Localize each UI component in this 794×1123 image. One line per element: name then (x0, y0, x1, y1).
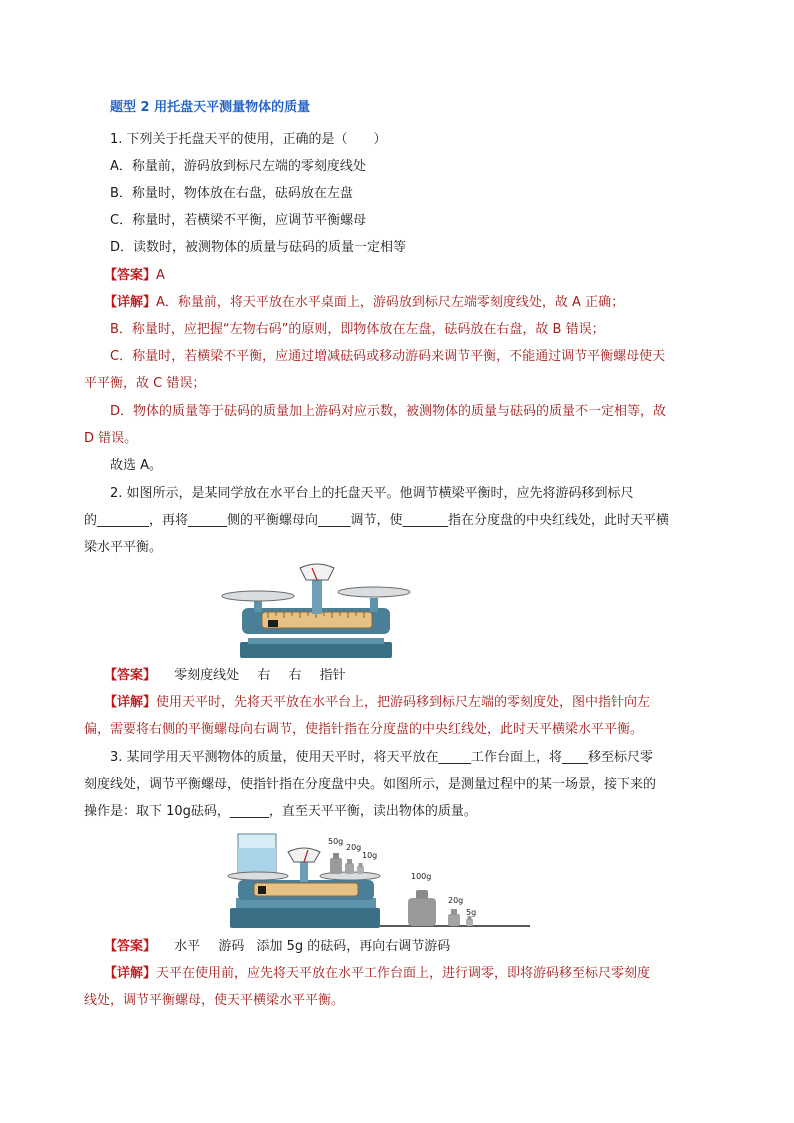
q2-answer-3: 右 (288, 668, 302, 683)
q3-detail-tag: 【详解】 (104, 966, 157, 981)
q1-detail-4a: D．物体的质量等于砝码的质量加上游码对应示数，被测物体的质量与砝码的质量不一定相等，故 (110, 404, 667, 419)
q3-answer-2: 游码 (218, 939, 245, 954)
table-weight-100g: 100g (411, 872, 432, 881)
q1-answer: A (156, 268, 165, 283)
q2-answer-4: 指针 (319, 668, 346, 683)
q1-detail-tag: 【详解】 (104, 295, 157, 310)
q1-option-b: B．称量时，物体放在右盘，砝码放在左盘 (110, 186, 353, 201)
q1-detail-3b: 平平衡，故 C 错误； (84, 376, 206, 391)
q1-option-a: A．称量前，游码放到标尺左端的零刻度线处 (110, 159, 366, 174)
section-title: 题型 2 用托盘天平测量物体的质量 (110, 100, 311, 115)
q2-answer-1: 零刻度线处 (174, 668, 240, 683)
q3-stem-b: 刻度线处，调节平衡螺母，使指针指在分度盘中央。如图所示，是测量过程中的某一场景，接下来的 (84, 777, 657, 792)
q3-answer-3: 添加 5g 的砝码，再向右调节游码 (256, 939, 451, 954)
pan-weight-10g: 10g (362, 851, 378, 860)
q1-detail-4b: D 错误。 (84, 431, 138, 446)
q1-answer-line (104, 266, 165, 286)
table-weight-5g: 5g (466, 908, 477, 917)
q3-stem-c: 操作是：取下 10g砝码，______，直至天平平衡，读出物体的质量。 (84, 804, 477, 819)
q3-answer-line (104, 937, 450, 957)
q2-answer-line (104, 666, 346, 686)
table-weight-20g: 20g (448, 896, 464, 905)
q3-answer-1: 水平 (174, 939, 201, 954)
q1-detail-2: B．称量时，应把握“左物右码”的原则，即物体放在左盘，砝码放在右盘，故 B 错误； (110, 322, 605, 337)
q2-detail-tag: 【详解】 (104, 695, 157, 710)
q3-answer-tag: 【答案】 (104, 939, 157, 954)
q2-stem-a: 2. 如图所示，是某同学放在水平台上的托盘天平。他调节横梁平衡时，应先将游码移到标尺 (110, 486, 634, 501)
q1-detail-1-text: A．称量前，将天平放在水平桌面上，游码放到标尺左端零刻度线处，故 A 正确； (156, 295, 625, 310)
q2-answer-tag: 【答案】 (104, 668, 157, 683)
q1-detail-1 (104, 293, 624, 313)
pan-weight-20g: 20g (346, 843, 362, 852)
q1-answer-tag: 【答案】 (104, 268, 157, 283)
q1-option-c: C．称量时，若横梁不平衡，应调节平衡螺母 (110, 213, 367, 228)
q1-detail-3a: C．称量时，若横梁不平衡，应通过增减砝码或移动游码来调节平衡，不能通过调节平衡螺母使天 (110, 349, 666, 364)
q1-stem: 1. 下列关于托盘天平的使用，正确的是（ ） (110, 132, 387, 147)
q2-stem-b: 的________，再将______侧的平衡螺母向_____调节，使_______指在分度盘的中央红线处，此时天平横 (84, 513, 670, 528)
q3-stem-a: 3. 某同学用天平测物体的质量，使用天平时，将天平放在_____工作台面上，将____移至标尺零 (110, 750, 654, 765)
balance-figure-1 (218, 562, 414, 660)
q1-conclusion: 故选 A。 (110, 458, 163, 473)
q2-detail-b: 偏，需要将右侧的平衡螺母向右调节，使指针指在分度盘的中央红线处，此时天平横梁水平平衡。 (84, 722, 644, 737)
q2-detail-a (104, 693, 650, 713)
pan-weight-50g: 50g (328, 837, 344, 846)
q2-stem-c: 梁水平平衡。 (84, 540, 163, 555)
q2-answer-2: 右 (257, 668, 271, 683)
q3-detail-b: 线处，调节平衡螺母，使天平横梁水平平衡。 (84, 993, 345, 1008)
q2-detail-a-text: 使用天平时，先将天平放在水平台上，把游码移到标尺左端的零刻度处，图中指针向左 (156, 695, 651, 710)
q3-detail-a-text: 天平在使用前，应先将天平放在水平工作台面上，进行调零，即将游码移至标尺零刻度 (156, 966, 651, 981)
q3-detail-a (104, 964, 650, 984)
q1-option-d: D．读数时，被测物体的质量与砝码的质量一定相等 (110, 240, 407, 255)
